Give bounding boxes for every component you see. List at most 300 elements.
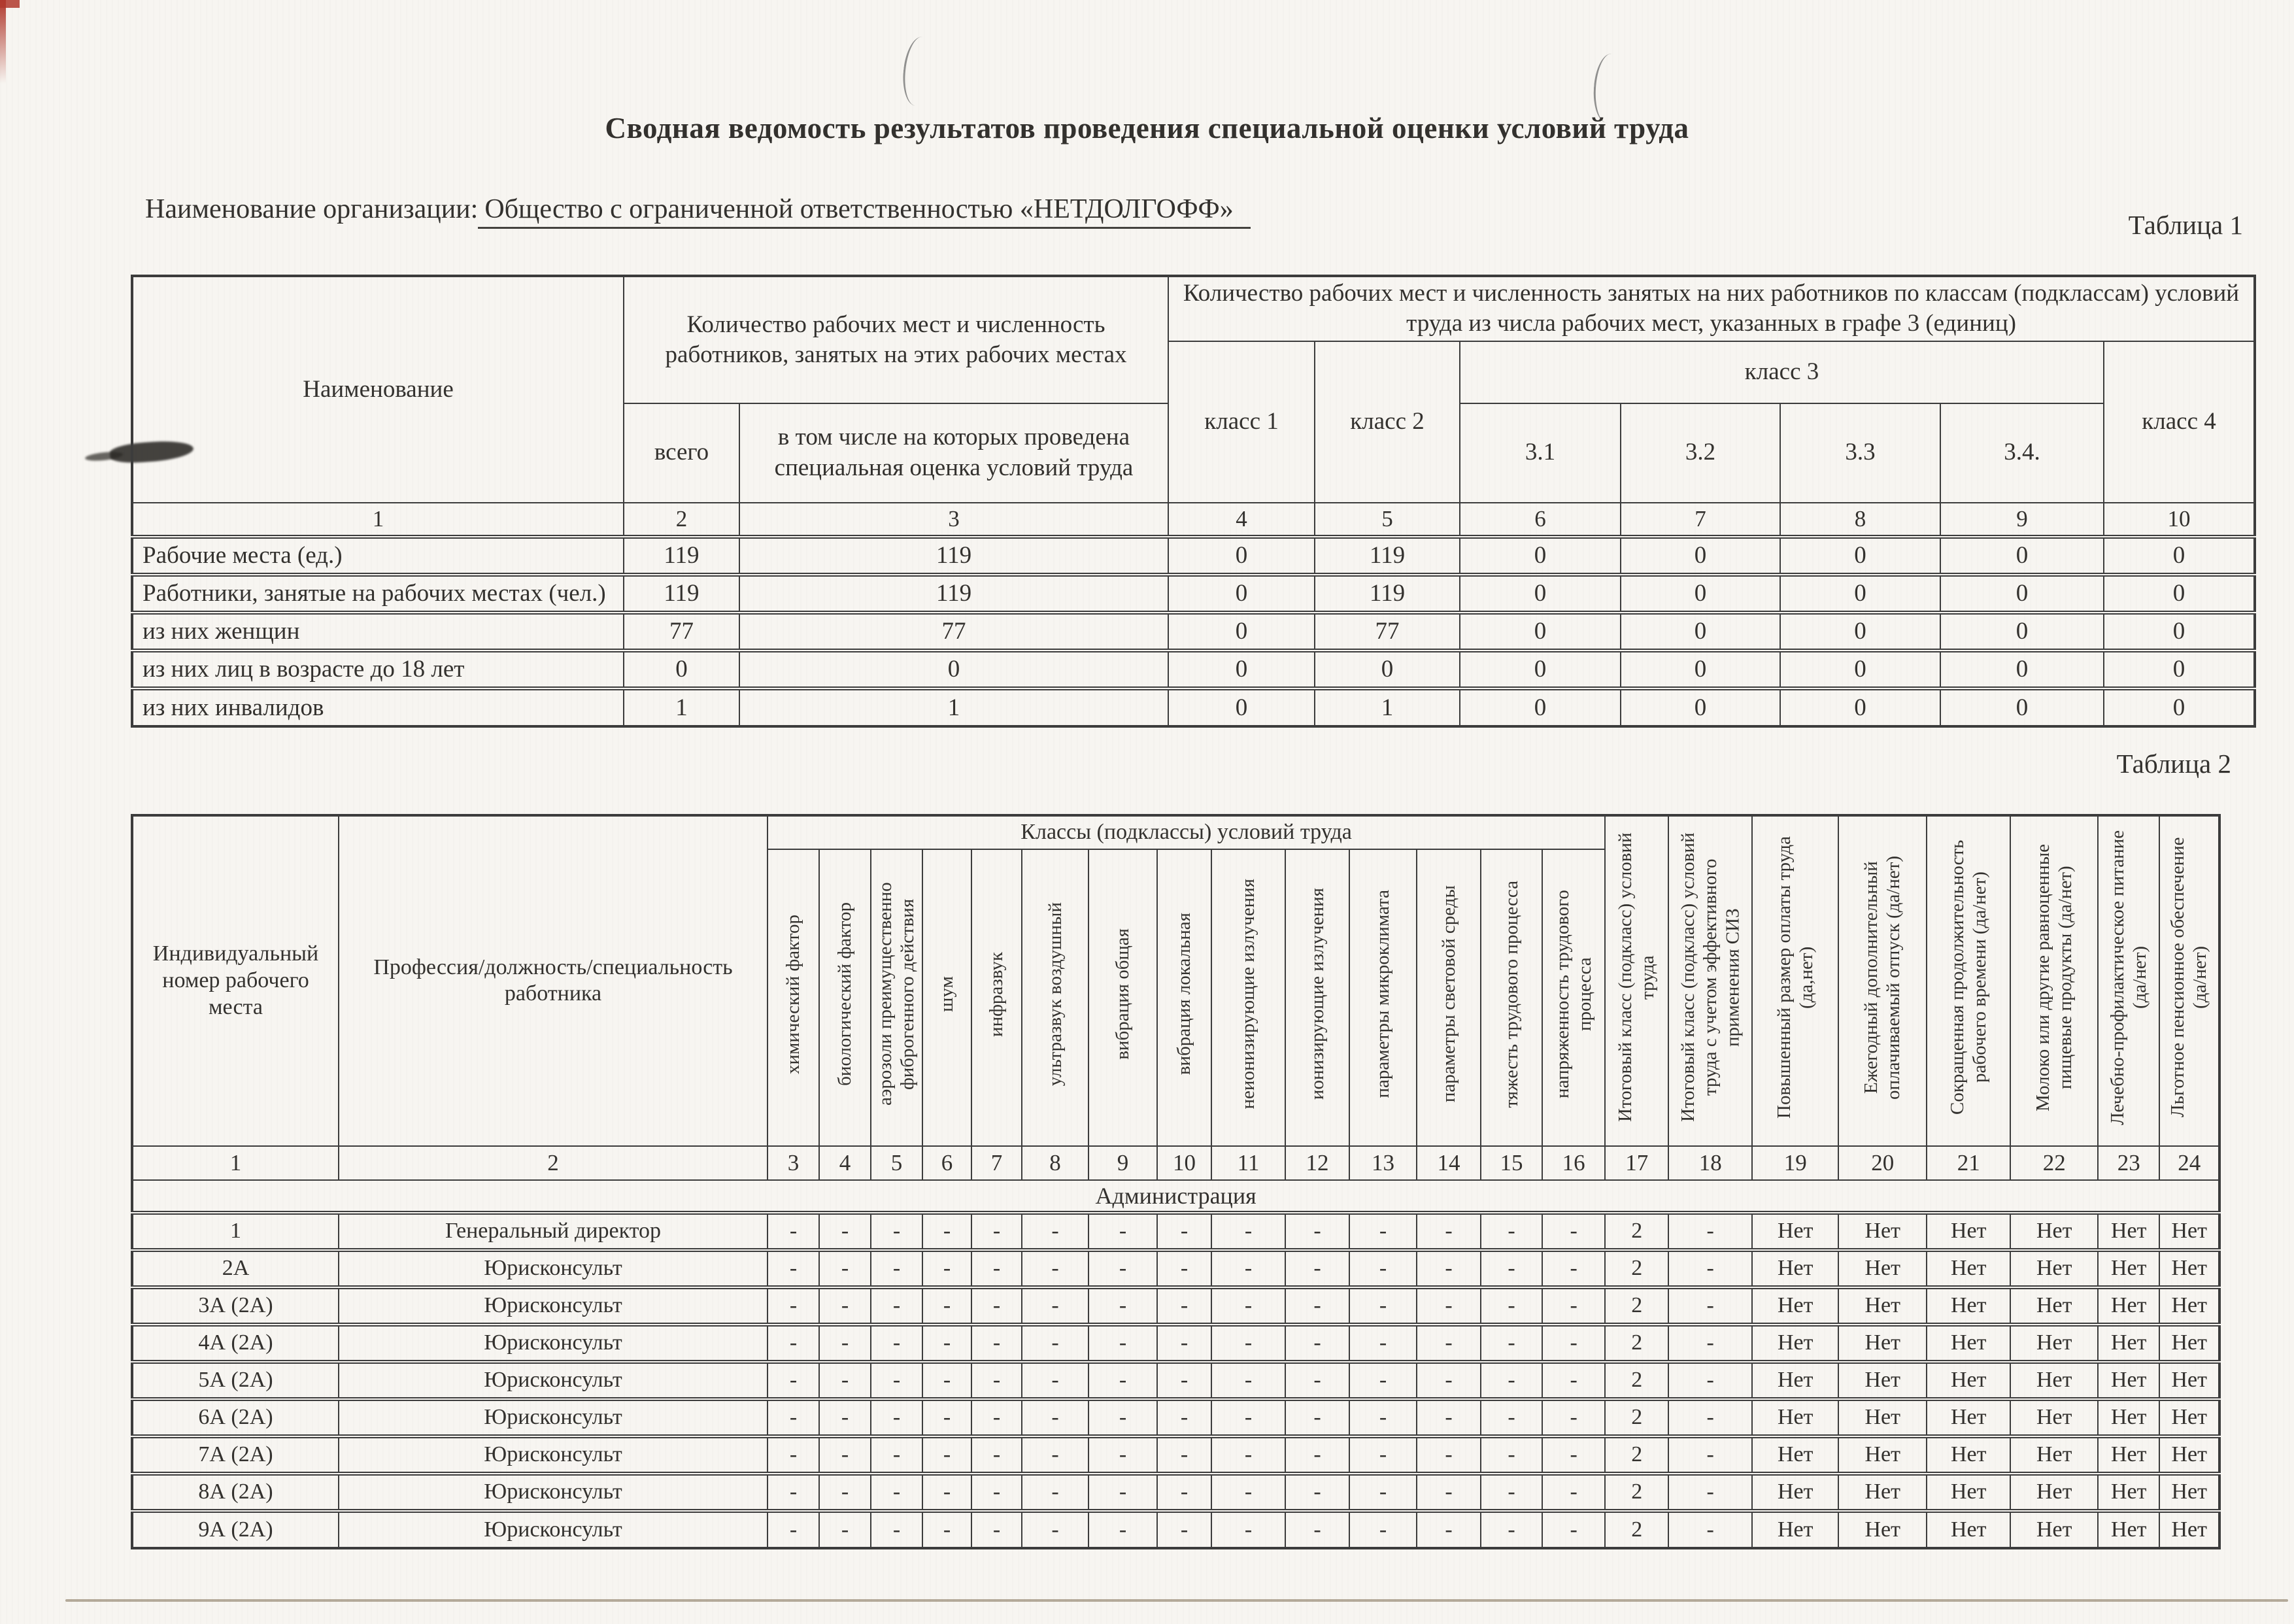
t1-column-number-cell: 2 <box>624 503 739 537</box>
t2-factor-cell: - <box>767 1287 819 1325</box>
t1-value-cell: 0 <box>1621 575 1780 613</box>
t2-factor-cell: - <box>1088 1474 1157 1511</box>
t2-factor-cell: - <box>1088 1511 1157 1548</box>
t2-benefit-cell: Нет <box>1838 1250 1927 1287</box>
t2-factor-rotated-header <box>1022 849 1088 1146</box>
t2-column-number-cell: 10 <box>1157 1146 1211 1180</box>
t2-final-class-cell: 2 <box>1605 1287 1668 1325</box>
t1-label-cell: из них женщин <box>132 613 624 651</box>
scan-red-corner-tick <box>0 0 20 8</box>
t1-column-number-cell: 1 <box>132 503 624 537</box>
t2-factor-cell: - <box>1481 1436 1542 1474</box>
rotated-header-text: химический фактор <box>783 914 804 1074</box>
t2-factor-rotated-header <box>971 849 1022 1146</box>
t2-factor-cell: - <box>1211 1511 1285 1548</box>
t2-benefit-cell: Нет <box>2010 1399 2098 1436</box>
t1-value-cell: 0 <box>1168 537 1315 575</box>
t1-column-number-cell: 3 <box>739 503 1168 537</box>
t2-factor-cell: - <box>922 1325 971 1362</box>
t1-assessed-header: в том числе на которых проведена специальная оценка условий труда <box>739 403 1168 503</box>
t2-profession-cell: Юрисконсульт <box>339 1325 767 1362</box>
t2-factor-cell: - <box>1417 1213 1481 1250</box>
t2-factor-cell: - <box>1157 1474 1211 1511</box>
t2-column-number-cell: 17 <box>1605 1146 1668 1180</box>
t2-column-number-cell: 9 <box>1088 1146 1157 1180</box>
t1-column-number-cell: 7 <box>1621 503 1780 537</box>
t1-value-cell: 0 <box>739 651 1168 688</box>
t2-data-row <box>132 1213 2219 1250</box>
t2-column-number-cell: 16 <box>1542 1146 1605 1180</box>
t1-value-cell: 0 <box>1940 688 2104 726</box>
t2-workplace-number-cell: 1 <box>132 1213 339 1250</box>
t2-factor-cell: - <box>1157 1213 1211 1250</box>
t2-factor-cell: - <box>1285 1250 1349 1287</box>
t2-factor-cell: - <box>922 1250 971 1287</box>
t2-workplace-number-cell: 3А (2А) <box>132 1287 339 1325</box>
t1-value-cell: 0 <box>1780 575 1940 613</box>
t2-section-label: Администрация <box>132 1180 2219 1213</box>
t2-column-number-cell: 7 <box>971 1146 1022 1180</box>
t2-factor-cell: - <box>1542 1287 1605 1325</box>
t1-value-cell: 77 <box>624 613 739 651</box>
t2-benefit-cell: Нет <box>2159 1250 2219 1287</box>
t2-factor-cell: - <box>819 1287 871 1325</box>
t2-benefit-cell: Нет <box>1752 1325 1838 1362</box>
t2-factor-cell: - <box>819 1436 871 1474</box>
t1-column-numbers-row <box>132 503 2255 537</box>
t1-value-cell: 0 <box>2104 613 2255 651</box>
t1-data-row <box>132 575 2255 613</box>
t2-benefit-cell: Нет <box>1838 1474 1927 1511</box>
t2-benefit-cell: Нет <box>1927 1436 2010 1474</box>
t2-factor-cell: - <box>871 1250 922 1287</box>
t2-column-number-cell: 18 <box>1668 1146 1752 1180</box>
t2-factor-cell: - <box>1088 1287 1157 1325</box>
t2-data-row <box>132 1287 2219 1325</box>
t2-final-class-cell: 2 <box>1605 1213 1668 1250</box>
t2-benefit-cell: Нет <box>2098 1399 2159 1436</box>
t2-final-class-cell: 2 <box>1605 1436 1668 1474</box>
t2-benefit-cell: Нет <box>2010 1362 2098 1399</box>
t2-factor-cell: - <box>819 1511 871 1548</box>
t2-profession-cell: Юрисконсульт <box>339 1399 767 1436</box>
t1-name-header: Наименование <box>132 276 624 503</box>
t2-benefit-cell: Нет <box>2010 1436 2098 1474</box>
t2-column-number-cell: 21 <box>1927 1146 2010 1180</box>
t2-factor-cell: - <box>1417 1399 1481 1436</box>
t2-factor-cell: - <box>1285 1287 1349 1325</box>
t1-column-number-cell: 4 <box>1168 503 1315 537</box>
t2-factor-cell: - <box>1211 1325 1285 1362</box>
t2-data-row <box>132 1511 2219 1548</box>
t1-column-number-cell: 6 <box>1460 503 1621 537</box>
t2-factor-cell: - <box>1481 1362 1542 1399</box>
t2-benefit-cell: Нет <box>2098 1436 2159 1474</box>
t2-factor-rotated-header <box>1417 849 1481 1146</box>
t2-factor-cell: - <box>1088 1399 1157 1436</box>
t2-workplace-number-cell: 5А (2А) <box>132 1362 339 1399</box>
t2-factor-cell: - <box>871 1474 922 1511</box>
t2-column-number-cell: 4 <box>819 1146 871 1180</box>
t2-benefit-cell: Нет <box>1752 1287 1838 1325</box>
t2-factor-cell: - <box>1285 1436 1349 1474</box>
t2-benefit-cell: Нет <box>1927 1399 2010 1436</box>
t2-factor-cell: - <box>1481 1287 1542 1325</box>
t2-factor-cell: - <box>1088 1250 1157 1287</box>
t1-value-cell: 0 <box>1940 537 2104 575</box>
page-title: Сводная ведомость результатов проведения специальной оценки условий труда <box>605 112 1689 144</box>
t1-value-cell: 0 <box>1780 613 1940 651</box>
t2-column-number-cell: 23 <box>2098 1146 2159 1180</box>
t2-workplace-number-cell: 2А <box>132 1250 339 1287</box>
t1-column-number-cell: 5 <box>1315 503 1460 537</box>
t2-benefit-cell: Нет <box>1752 1250 1838 1287</box>
rotated-header-text: неионизирующие излучения <box>1238 879 1259 1109</box>
t2-factor-cell: - <box>1211 1399 1285 1436</box>
t2-factor-cell: - <box>1211 1213 1285 1250</box>
t1-value-cell: 0 <box>1460 651 1621 688</box>
scan-bottom-line <box>65 1599 2288 1602</box>
t2-column-number-cell: 20 <box>1838 1146 1927 1180</box>
t1-value-cell: 0 <box>2104 651 2255 688</box>
rotated-header-text: биологический фактор <box>834 902 856 1086</box>
t2-factor-cell: - <box>1022 1325 1088 1362</box>
t2-factor-cell: - <box>1417 1287 1481 1325</box>
t2-factor-cell: - <box>1349 1325 1417 1362</box>
t2-column-numbers-row <box>132 1146 2219 1180</box>
t2-tall-rotated-header <box>1927 815 2010 1146</box>
t2-workplace-number-cell: 7А (2А) <box>132 1436 339 1474</box>
t2-benefit-cell: Нет <box>2010 1474 2098 1511</box>
t2-factor-cell: - <box>1211 1250 1285 1287</box>
t2-benefit-cell: Нет <box>1752 1399 1838 1436</box>
t1-class3-header: класс 3 <box>1460 341 2104 403</box>
t2-factor-rotated-header <box>1285 849 1349 1146</box>
table2-caption: Таблица 2 <box>2116 749 2231 779</box>
table1-caption: Таблица 1 <box>2128 210 2243 240</box>
t1-value-cell: 0 <box>1460 613 1621 651</box>
t2-benefit-cell: Нет <box>1752 1474 1838 1511</box>
t2-factor-cell: - <box>1157 1436 1211 1474</box>
t1-value-cell: 0 <box>1168 688 1315 726</box>
t2-factor-cell: - <box>1349 1436 1417 1474</box>
rotated-header-text: Итоговый класс (подкласс) условий труда <box>1615 832 1659 1123</box>
organization-name: Общество с ограниченной ответственностью «НЕТДОЛГОФФ» <box>478 194 1250 229</box>
t2-final-class-siz-cell: - <box>1668 1287 1752 1325</box>
t2-column-number-cell: 2 <box>339 1146 767 1180</box>
t2-factor-cell: - <box>767 1474 819 1511</box>
rotated-header-text: Льготное пенсионное обеспечение (да/нет) <box>2167 837 2211 1118</box>
t1-value-cell: 0 <box>1460 537 1621 575</box>
t1-value-cell: 0 <box>624 651 739 688</box>
t1-column-number-cell: 10 <box>2104 503 2255 537</box>
t2-factor-cell: - <box>971 1325 1022 1362</box>
t2-tall-rotated-header <box>1668 815 1752 1146</box>
t2-factor-cell: - <box>1349 1511 1417 1548</box>
t1-value-cell: 77 <box>1315 613 1460 651</box>
t2-factor-cell: - <box>1349 1399 1417 1436</box>
t2-factor-cell: - <box>1481 1325 1542 1362</box>
t2-factor-rotated-header <box>1349 849 1417 1146</box>
t1-total-header: всего <box>624 403 739 503</box>
t2-factor-cell: - <box>1022 1436 1088 1474</box>
t2-factor-cell: - <box>971 1474 1022 1511</box>
t2-benefit-cell: Нет <box>1838 1436 1927 1474</box>
t2-data-row <box>132 1436 2219 1474</box>
t2-workplace-number-header: Индивидуальный номер рабочего места <box>132 815 339 1146</box>
t2-factor-cell: - <box>871 1399 922 1436</box>
organization-line <box>145 194 1251 225</box>
t1-value-cell: 119 <box>624 537 739 575</box>
t2-benefit-cell: Нет <box>2159 1325 2219 1362</box>
t1-group1-header: Количество рабочих мест и численность работников, занятых на этих рабочих местах <box>624 276 1168 403</box>
t1-data-row <box>132 688 2255 726</box>
t1-data-row <box>132 651 2255 688</box>
t2-benefit-cell: Нет <box>2010 1213 2098 1250</box>
t2-benefit-cell: Нет <box>2010 1325 2098 1362</box>
t2-workplace-number-cell: 9А (2А) <box>132 1511 339 1548</box>
t2-factor-rotated-header <box>1088 849 1157 1146</box>
t2-final-class-cell: 2 <box>1605 1362 1668 1399</box>
t2-factor-cell: - <box>767 1213 819 1250</box>
t2-factor-cell: - <box>1542 1436 1605 1474</box>
t2-benefit-cell: Нет <box>2098 1474 2159 1511</box>
t1-value-cell: 1 <box>1315 688 1460 726</box>
t2-factor-cell: - <box>1542 1474 1605 1511</box>
t2-factor-cell: - <box>1285 1325 1349 1362</box>
t2-factor-cell: - <box>1157 1362 1211 1399</box>
t1-header-row-1 <box>132 276 2255 341</box>
t2-factor-rotated-header <box>922 849 971 1146</box>
t2-factor-cell: - <box>819 1474 871 1511</box>
t1-value-cell: 119 <box>1315 537 1460 575</box>
t2-benefit-cell: Нет <box>2159 1511 2219 1548</box>
rotated-header-text: шум <box>936 976 958 1012</box>
t2-factor-cell: - <box>1542 1362 1605 1399</box>
t2-factor-cell: - <box>871 1287 922 1325</box>
t2-factor-cell: - <box>1022 1287 1088 1325</box>
t2-factor-cell: - <box>819 1362 871 1399</box>
t2-factor-cell: - <box>1022 1362 1088 1399</box>
t2-tall-rotated-header <box>2098 815 2159 1146</box>
t2-factor-cell: - <box>1285 1474 1349 1511</box>
t2-factor-cell: - <box>971 1213 1022 1250</box>
rotated-header-text: вибрация общая <box>1112 928 1134 1060</box>
t1-value-cell: 0 <box>1940 613 2104 651</box>
t2-benefit-cell: Нет <box>2098 1362 2159 1399</box>
t2-factor-cell: - <box>1285 1213 1349 1250</box>
t2-factor-cell: - <box>971 1250 1022 1287</box>
t2-benefit-cell: Нет <box>1752 1511 1838 1548</box>
t2-factor-cell: - <box>767 1250 819 1287</box>
t2-benefit-cell: Нет <box>2159 1213 2219 1250</box>
t1-class2-header: класс 2 <box>1315 341 1460 503</box>
t1-sub31-header: 3.1 <box>1460 403 1621 503</box>
t2-factor-cell: - <box>1088 1325 1157 1362</box>
t2-final-class-siz-cell: - <box>1668 1436 1752 1474</box>
t2-column-number-cell: 5 <box>871 1146 922 1180</box>
t2-column-number-cell: 1 <box>132 1146 339 1180</box>
t2-profession-cell: Юрисконсульт <box>339 1436 767 1474</box>
rotated-header-text: вибрация локальная <box>1173 913 1195 1075</box>
t2-column-number-cell: 3 <box>767 1146 819 1180</box>
t2-profession-cell: Юрисконсульт <box>339 1511 767 1548</box>
t1-value-cell: 0 <box>2104 575 2255 613</box>
t2-benefit-cell: Нет <box>1927 1325 2010 1362</box>
t2-benefit-cell: Нет <box>1927 1250 2010 1287</box>
t1-class4-header: класс 4 <box>2104 341 2255 503</box>
t2-column-number-cell: 14 <box>1417 1146 1481 1180</box>
t2-factor-cell: - <box>1157 1287 1211 1325</box>
t2-final-class-siz-cell: - <box>1668 1362 1752 1399</box>
t2-benefit-cell: Нет <box>2159 1362 2219 1399</box>
t2-factor-cell: - <box>1022 1511 1088 1548</box>
t2-factor-cell: - <box>922 1213 971 1250</box>
t2-final-class-cell: 2 <box>1605 1250 1668 1287</box>
t1-value-cell: 0 <box>1621 537 1780 575</box>
t2-benefit-cell: Нет <box>1838 1399 1927 1436</box>
t2-factor-cell: - <box>1211 1474 1285 1511</box>
t2-benefit-cell: Нет <box>1927 1362 2010 1399</box>
t2-column-number-cell: 12 <box>1285 1146 1349 1180</box>
t1-label-cell: Работники, занятые на рабочих местах (чел.) <box>132 575 624 613</box>
t2-benefit-cell: Нет <box>1838 1325 1927 1362</box>
table2-workplaces <box>131 814 2221 1549</box>
t2-column-number-cell: 19 <box>1752 1146 1838 1180</box>
t2-factor-rotated-header <box>767 849 819 1146</box>
t2-factor-cell: - <box>1088 1436 1157 1474</box>
rotated-header-text: Повышенный размер оплаты труда (да,нет) <box>1773 836 1817 1119</box>
t2-factor-cell: - <box>871 1213 922 1250</box>
t2-benefit-cell: Нет <box>2159 1399 2219 1436</box>
t2-final-class-cell: 2 <box>1605 1325 1668 1362</box>
t2-factor-cell: - <box>871 1325 922 1362</box>
t1-sub32-header: 3.2 <box>1621 403 1780 503</box>
t1-sub33-header: 3.3 <box>1780 403 1940 503</box>
t2-factor-cell: - <box>819 1250 871 1287</box>
t1-value-cell: 0 <box>1168 651 1315 688</box>
t2-benefit-cell: Нет <box>1752 1362 1838 1399</box>
t2-workplace-number-cell: 4А (2А) <box>132 1325 339 1362</box>
t2-benefit-cell: Нет <box>1838 1213 1927 1250</box>
t2-tall-rotated-header <box>1752 815 1838 1146</box>
t1-value-cell: 119 <box>1315 575 1460 613</box>
t2-factor-rotated-header <box>1542 849 1605 1146</box>
t2-factor-cell: - <box>1088 1213 1157 1250</box>
t2-final-class-siz-cell: - <box>1668 1474 1752 1511</box>
t1-label-cell: из них лиц в возрасте до 18 лет <box>132 651 624 688</box>
t2-factor-cell: - <box>1481 1250 1542 1287</box>
t2-factor-cell: - <box>1481 1511 1542 1548</box>
t2-factor-cell: - <box>1542 1399 1605 1436</box>
t2-factor-cell: - <box>1542 1213 1605 1250</box>
t2-final-class-siz-cell: - <box>1668 1213 1752 1250</box>
t2-factor-rotated-header <box>819 849 871 1146</box>
t2-benefit-cell: Нет <box>1838 1511 1927 1548</box>
t2-factor-cell: - <box>1417 1325 1481 1362</box>
t2-factor-cell: - <box>971 1399 1022 1436</box>
t2-benefit-cell: Нет <box>2159 1287 2219 1325</box>
t2-factor-cell: - <box>1285 1362 1349 1399</box>
t1-value-cell: 0 <box>1315 651 1460 688</box>
t2-factor-cell: - <box>1088 1362 1157 1399</box>
t2-benefit-cell: Нет <box>2010 1287 2098 1325</box>
t2-factor-cell: - <box>1417 1474 1481 1511</box>
t2-factor-cell: - <box>1349 1362 1417 1399</box>
t2-benefit-cell: Нет <box>2098 1213 2159 1250</box>
t2-factor-cell: - <box>1349 1474 1417 1511</box>
t2-benefit-cell: Нет <box>2098 1511 2159 1548</box>
t1-value-cell: 119 <box>739 575 1168 613</box>
t2-factor-cell: - <box>1349 1250 1417 1287</box>
t2-data-row <box>132 1250 2219 1287</box>
t1-value-cell: 0 <box>1460 575 1621 613</box>
t2-final-class-siz-cell: - <box>1668 1325 1752 1362</box>
t2-data-row <box>132 1325 2219 1362</box>
t2-tall-rotated-header <box>1838 815 1927 1146</box>
rotated-header-text: аэрозоли преимущественно фиброгенного действия <box>875 882 919 1106</box>
t2-column-number-cell: 6 <box>922 1146 971 1180</box>
t2-data-row <box>132 1399 2219 1436</box>
t2-factor-cell: - <box>1417 1250 1481 1287</box>
t2-column-number-cell: 15 <box>1481 1146 1542 1180</box>
rotated-header-text: Итоговый класс (подкласс) условий труда с учетом эффективного применения СИЗ <box>1677 832 1744 1123</box>
t2-factor-cell: - <box>1481 1213 1542 1250</box>
t2-data-row <box>132 1362 2219 1399</box>
t1-value-cell: 0 <box>1780 537 1940 575</box>
t2-factor-cell: - <box>767 1399 819 1436</box>
t2-factor-rotated-header <box>1481 849 1542 1146</box>
t1-value-cell: 0 <box>2104 688 2255 726</box>
t1-data-row <box>132 537 2255 575</box>
t2-benefit-cell: Нет <box>1927 1474 2010 1511</box>
t2-factor-cell: - <box>922 1362 971 1399</box>
t2-factor-cell: - <box>1211 1287 1285 1325</box>
t1-value-cell: 0 <box>1621 613 1780 651</box>
t1-value-cell: 0 <box>1940 651 2104 688</box>
t2-factor-rotated-header <box>1211 849 1285 1146</box>
rotated-header-text: Лечебно-профилактическое питание (да/нет) <box>2106 830 2151 1125</box>
t2-final-class-cell: 2 <box>1605 1511 1668 1548</box>
t2-benefit-cell: Нет <box>2098 1325 2159 1362</box>
rotated-header-text: напряженность трудового процесса <box>1551 890 1596 1098</box>
t2-factor-cell: - <box>767 1511 819 1548</box>
t1-value-cell: 0 <box>1780 688 1940 726</box>
rotated-header-text: параметры световой среды <box>1438 885 1459 1103</box>
t2-factor-cell: - <box>871 1436 922 1474</box>
t2-factor-cell: - <box>871 1511 922 1548</box>
t2-column-number-cell: 11 <box>1211 1146 1285 1180</box>
t2-tall-rotated-header <box>1605 815 1668 1146</box>
t2-final-class-siz-cell: - <box>1668 1399 1752 1436</box>
t2-final-class-cell: 2 <box>1605 1474 1668 1511</box>
t2-profession-cell: Юрисконсульт <box>339 1250 767 1287</box>
t2-workplace-number-cell: 8А (2А) <box>132 1474 339 1511</box>
t2-factor-cell: - <box>1211 1436 1285 1474</box>
t2-factor-cell: - <box>1285 1399 1349 1436</box>
t2-factor-cell: - <box>1157 1511 1211 1548</box>
t2-factor-cell: - <box>1417 1362 1481 1399</box>
t2-section-row <box>132 1180 2219 1213</box>
t2-benefit-cell: Нет <box>1752 1436 1838 1474</box>
t2-factor-cell: - <box>971 1287 1022 1325</box>
t2-factor-rotated-header <box>1157 849 1211 1146</box>
scan-red-edge-mark <box>0 0 6 84</box>
t2-factor-cell: - <box>1481 1399 1542 1436</box>
t2-factor-cell: - <box>871 1362 922 1399</box>
t2-final-class-siz-cell: - <box>1668 1250 1752 1287</box>
t2-benefit-cell: Нет <box>2010 1511 2098 1548</box>
